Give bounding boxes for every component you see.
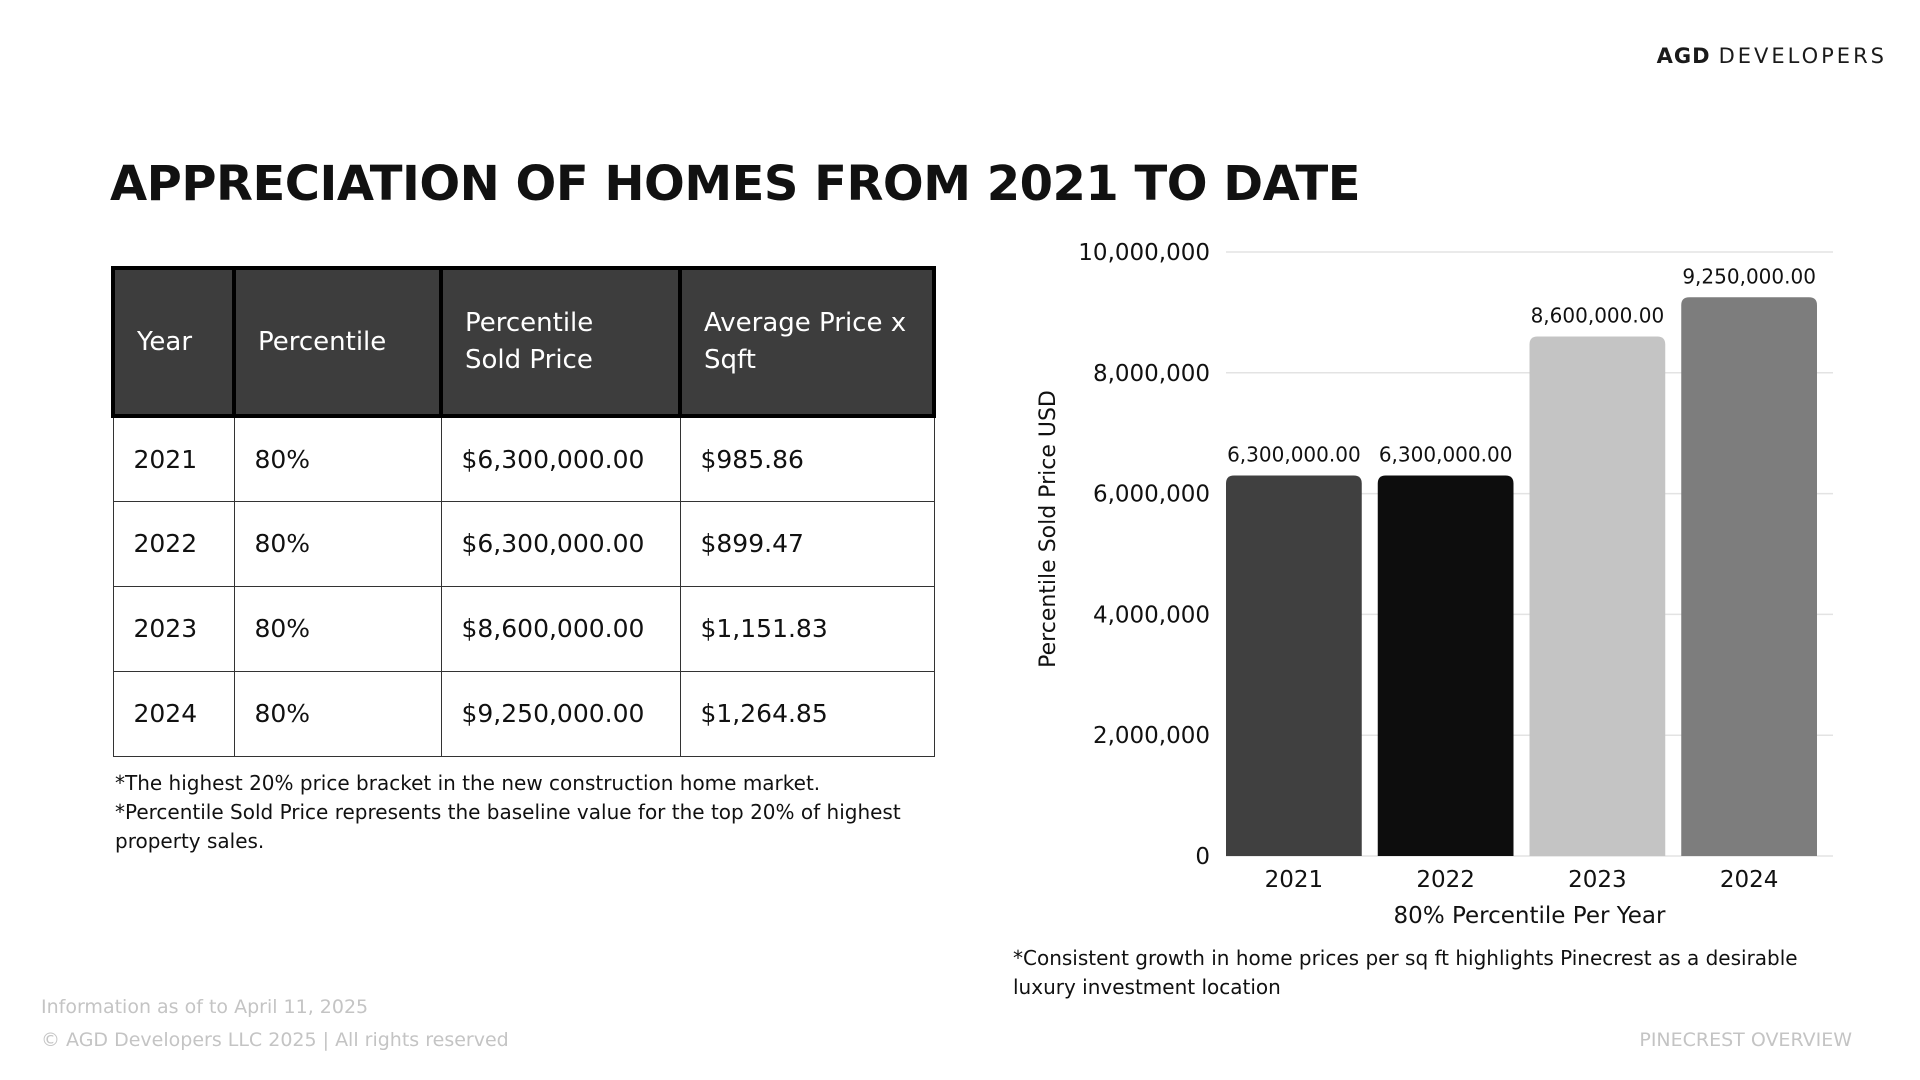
cell-year: 2023: [113, 586, 234, 671]
note-line: *The highest 20% price bracket in the new construction home market.: [115, 771, 821, 795]
cell-sold-price: $6,300,000.00: [441, 501, 680, 586]
cell-sold-price: $8,600,000.00: [441, 586, 680, 671]
table-row: [113, 501, 934, 586]
cell-year: 2022: [113, 501, 234, 586]
data-label: 9,250,000.00: [1682, 264, 1816, 289]
note-line: *Percentile Sold Price represents the baseline value for the top 20% of highest property sales.: [115, 800, 901, 853]
chart-note: *Consistent growth in home prices per sq ft highlights Pinecrest as a desirable luxury investment location: [1013, 946, 1798, 999]
table-row: [113, 416, 934, 501]
y-tick-label: 4,000,000: [1092, 602, 1210, 629]
footer-section-label: PINECREST OVERVIEW: [1639, 1029, 1852, 1051]
header-year: Year: [113, 268, 234, 416]
cell-price-sqft: $1,264.85: [680, 671, 934, 756]
y-tick-label: 2,000,000: [1092, 723, 1210, 750]
bar: [1530, 337, 1666, 856]
cell-price-sqft: $985.86: [680, 416, 934, 501]
logo-text: DEVELOPERS: [1718, 44, 1887, 68]
cell-percentile: 80%: [234, 501, 441, 586]
cell-year: 2024: [113, 671, 234, 756]
table-row: [113, 671, 934, 756]
appreciation-table: [111, 266, 936, 757]
y-tick-label: 8,000,000: [1092, 360, 1210, 387]
cell-percentile: 80%: [234, 586, 441, 671]
footer-copyright: © AGD Developers LLC 2025 | All rights reserved: [41, 1029, 509, 1051]
table-row: [113, 586, 934, 671]
cell-percentile: 80%: [234, 416, 441, 501]
table-notes: [115, 769, 935, 856]
y-tick-label: 0: [1195, 844, 1210, 870]
cell-sold-price: $9,250,000.00: [441, 671, 680, 756]
y-axis-title: Percentile Sold Price USD: [1036, 390, 1061, 668]
cell-year: 2021: [113, 416, 234, 501]
x-axis-title: 80% Percentile Per Year: [1393, 903, 1666, 929]
logo-mark: AGD: [1656, 44, 1711, 68]
x-tick-label: 2022: [1416, 867, 1475, 893]
data-label: 6,300,000.00: [1378, 442, 1513, 467]
bar: [1681, 297, 1817, 856]
x-tick-label: 2023: [1568, 867, 1627, 893]
data-label: 8,600,000.00: [1530, 303, 1665, 328]
y-tick-label: 6,000,000: [1092, 481, 1210, 508]
header-average-price-sqft: Average Price x Sqft: [680, 268, 934, 416]
x-tick-label: 2024: [1719, 867, 1779, 893]
bar: [1378, 475, 1514, 856]
header-percentile-sold-price: Percentile Sold Price: [441, 268, 680, 416]
cell-sold-price: $6,300,000.00: [441, 416, 680, 501]
cell-price-sqft: $1,151.83: [680, 586, 934, 671]
header-percentile: Percentile: [234, 268, 441, 416]
x-tick-label: 2021: [1264, 867, 1324, 893]
company-logo: [1657, 44, 1887, 68]
table-header-row: [113, 268, 934, 416]
y-tick-label: 10,000,000: [1078, 240, 1210, 266]
footer-info: Information as of to April 11, 2025: [41, 996, 369, 1018]
cell-price-sqft: $899.47: [680, 501, 934, 586]
bar: [1226, 475, 1362, 856]
page-title: APPRECIATION OF HOMES FROM 2021 TO DATE: [110, 156, 1361, 212]
bar-chart: [1010, 230, 1850, 940]
data-label: 6,300,000.00: [1227, 442, 1361, 467]
cell-percentile: 80%: [234, 671, 441, 756]
